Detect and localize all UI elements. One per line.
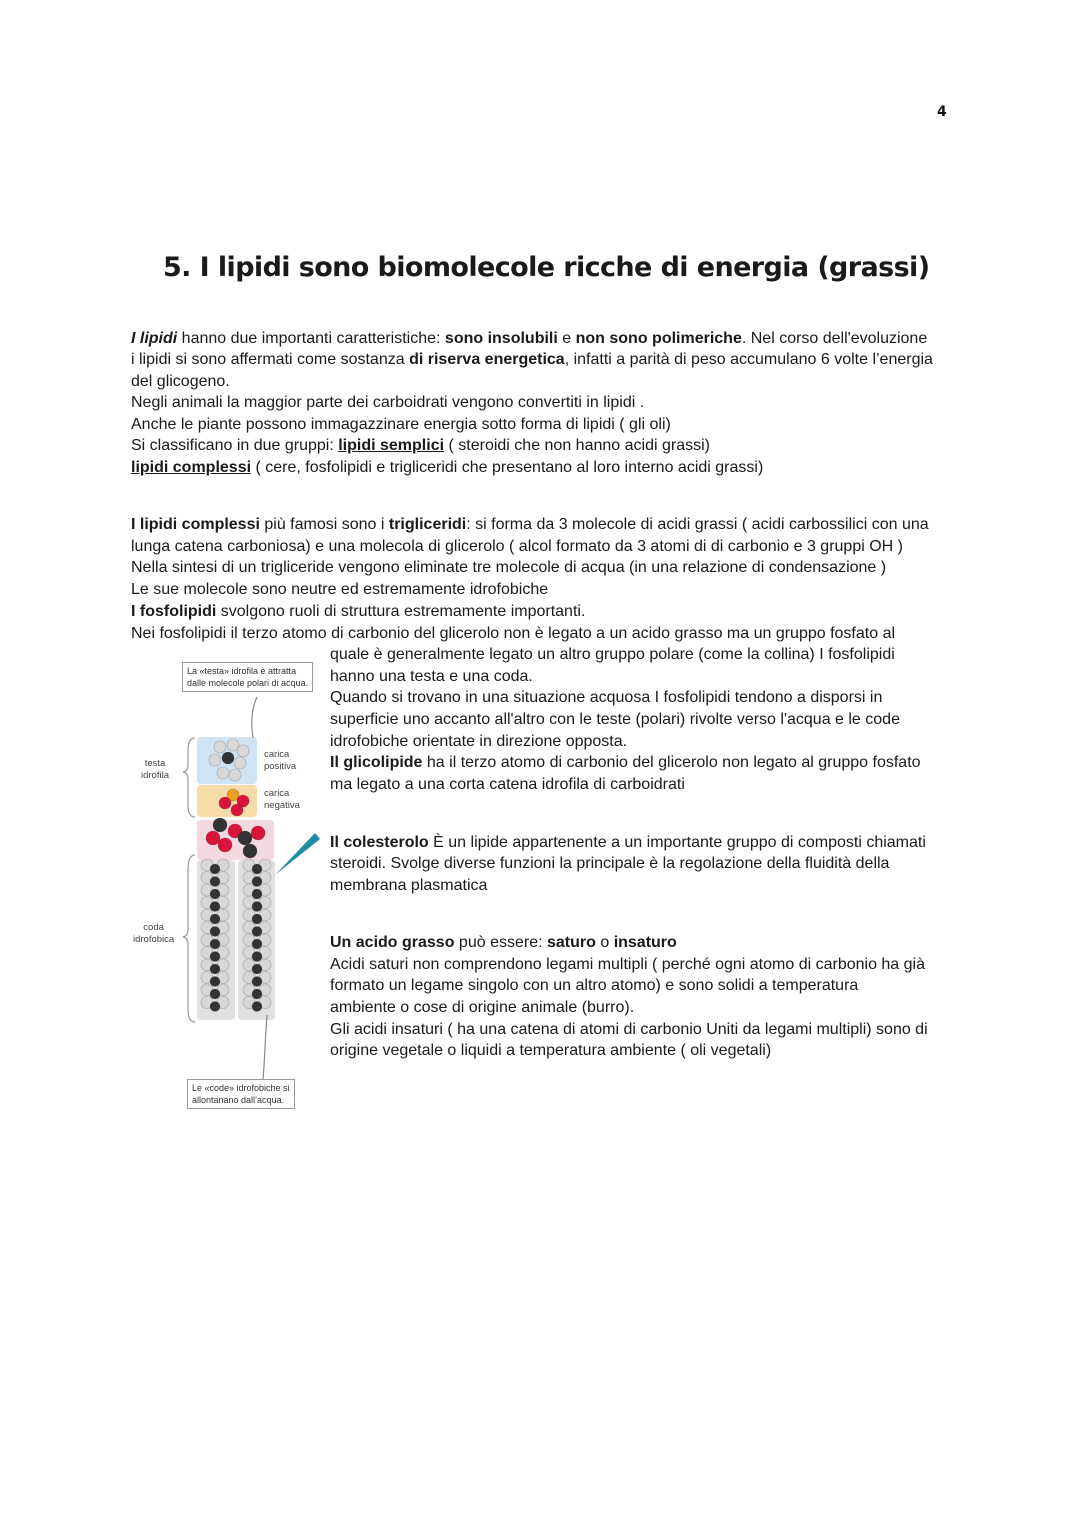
text-run: lunga catena carboniosa) e una molecola di glicerolo ( alcol formato da 3 atomi di di carbonio e 3 gruppi OH ) — [131, 538, 903, 555]
emphasis-text: I lipidi — [131, 330, 178, 347]
text-line — [330, 1041, 771, 1061]
label-line: carica — [264, 749, 290, 760]
text-run: Negli animali la maggior parte dei carboidrati vengono convertiti in lipidi . — [131, 394, 645, 411]
hydrogen-atom — [234, 757, 246, 769]
carbon-atom — [238, 831, 252, 845]
text-line — [330, 688, 882, 708]
oxygen-atom — [206, 831, 220, 845]
carbon-atom — [210, 977, 220, 987]
carbon-atom — [210, 889, 220, 899]
text-run: ( steroidi che non hanno acidi grassi) — [444, 437, 710, 454]
carbon-atom — [252, 952, 262, 962]
carbon-atom — [252, 989, 262, 999]
text-line — [330, 667, 533, 687]
text-line — [131, 558, 886, 578]
caption-box-tail — [187, 1079, 295, 1109]
carbon-atom — [210, 952, 220, 962]
emphasis-text: I fosfolipidi — [131, 603, 217, 620]
text-run: ambiente o cose di origine animale (burro). — [330, 999, 635, 1016]
text-run: quale è generalmente legato un altro gruppo polare (come la collina) I fosfolipidi — [330, 646, 895, 663]
carbon-atom — [210, 989, 220, 999]
text-run: hanno una testa e una coda. — [330, 668, 533, 685]
carbon-atom — [210, 927, 220, 937]
emphasis-text: Il colesterolo — [330, 834, 429, 851]
text-line — [131, 436, 710, 456]
hydrogen-atom — [209, 754, 221, 766]
phospholipid-molecule-illustration — [125, 655, 325, 1125]
oxygen-atom — [219, 797, 231, 809]
carbon-atom — [210, 964, 220, 974]
text-line — [330, 732, 627, 752]
text-line — [131, 580, 548, 600]
carbon-atom — [252, 864, 262, 874]
text-line — [330, 645, 895, 665]
bracket-tail — [183, 855, 195, 1022]
text-line — [330, 933, 677, 953]
phospholipid-figure — [125, 655, 325, 1125]
oxygen-atom — [231, 804, 243, 816]
section-title: 5. I lipidi sono biomolecole ricche di energia (grassi) — [163, 252, 930, 283]
emphasis-text: non sono polimeriche — [575, 330, 742, 347]
text-run: : si forma da 3 molecole di acidi grassi ( acidi carbossilici con una — [466, 516, 929, 533]
leader-line-top — [252, 697, 257, 738]
text-run: ha il terzo atomo di carbonio del glicerolo non legato al gruppo fosfato — [422, 754, 921, 771]
bracket-head — [183, 738, 195, 817]
text-line — [131, 515, 929, 535]
text-run: Si classificano in due gruppi: — [131, 437, 339, 454]
text-line — [330, 955, 925, 975]
oxygen-atom — [218, 838, 232, 852]
text-run: ( cere, fosfolipidi e trigliceridi che presentano al loro interno acidi grassi) — [251, 459, 764, 476]
caption-box-head — [182, 662, 313, 692]
text-line — [330, 876, 487, 896]
emphasis-text: trigliceridi — [388, 516, 467, 533]
carbon-atom — [210, 914, 220, 924]
text-line — [131, 624, 895, 644]
text-run: , infatti a parità di peso accumulano 6 volte l’energia — [564, 351, 933, 368]
text-run: Quando si trovano in una situazione acquosa I fosfolipidi tendono a disporsi in — [330, 689, 883, 706]
caption-line: dalle molecole polari di acqua. — [187, 678, 309, 688]
text-line — [330, 710, 900, 730]
text-line — [131, 329, 927, 349]
text-line — [131, 458, 763, 478]
carbon-atom — [252, 964, 262, 974]
text-line — [131, 602, 585, 622]
page-number: 4 — [937, 104, 947, 120]
text-run: Le sue molecole sono neutre ed estremamente idrofobiche — [131, 581, 549, 598]
text-run: Gli acidi insaturi ( ha una catena di atomi di carbonio Uniti da legami multipli) sono di — [330, 1021, 928, 1038]
emphasis-text: saturo — [546, 934, 596, 951]
caption-line: La «testa» idrofila è attratta — [187, 666, 297, 676]
carbon-atom — [252, 902, 262, 912]
text-run: membrana plasmatica — [330, 877, 488, 894]
text-line — [330, 1020, 928, 1040]
carbon-atom — [213, 818, 227, 832]
carbon-atom — [210, 864, 220, 874]
text-line — [131, 393, 644, 413]
label-line: idrofila — [141, 770, 169, 781]
text-line — [131, 415, 671, 435]
text-line — [131, 350, 933, 370]
caption-line: Le «code» idrofobiche si — [192, 1083, 290, 1093]
label-line: carica — [264, 788, 290, 799]
text-run: idrofobiche orientate in direzione opposta. — [330, 733, 628, 750]
carbon-atom — [252, 914, 262, 924]
carbon-atom — [252, 939, 262, 949]
text-line — [330, 976, 858, 996]
carbon-atom — [243, 844, 257, 858]
text-run: Nella sintesi di un trigliceride vengono eliminate tre molecole di acqua (in una relazione di condensazione ) — [131, 559, 887, 576]
hydrogen-atom — [217, 767, 229, 779]
carbon-atom — [210, 939, 220, 949]
text-line — [131, 537, 903, 557]
carbon-atom — [252, 889, 262, 899]
label-line: idrofobica — [133, 934, 175, 945]
emphasis-text: I lipidi complessi — [131, 516, 260, 533]
carbon-atom — [210, 902, 220, 912]
caption-line: allontanano dall’acqua. — [192, 1095, 285, 1105]
emphasis-text: di riserva energetica — [409, 351, 565, 368]
carbon-atom — [210, 1002, 220, 1012]
carbon-atom — [252, 927, 262, 937]
text-run: più famosi sono i — [259, 516, 389, 533]
text-run: Acidi saturi non comprendono legami multipli ( perché ogni atomo di carbonio ha già — [330, 956, 925, 973]
emphasis-text: Un acido grasso — [330, 934, 455, 951]
emphasis-text: sono insolubili — [444, 330, 558, 347]
label-positive-charge — [264, 749, 296, 773]
label-line: coda — [143, 922, 164, 933]
text-run: svolgono ruoli di struttura estremamente importanti. — [216, 603, 586, 620]
emphasis-text: insaturo — [613, 934, 677, 951]
text-run: o — [595, 934, 614, 951]
emphasis-text: lipidi complessi — [131, 459, 252, 476]
carbon-atom — [252, 877, 262, 887]
text-run: e — [557, 330, 576, 347]
hydrogen-atom — [214, 741, 226, 753]
hydrogen-atom — [229, 769, 241, 781]
text-run: può essere: — [454, 934, 547, 951]
leader-line-bottom — [263, 1015, 267, 1080]
text-run: È un lipide appartenente a un importante gruppo di composti chiamati — [428, 834, 926, 851]
text-line — [330, 775, 685, 795]
label-hydrophilic-head — [141, 758, 169, 782]
text-run: origine vegetale o liquidi a temperatura ambiente ( oli vegetali) — [330, 1042, 772, 1059]
text-line — [330, 998, 634, 1018]
label-negative-charge — [264, 788, 300, 812]
text-run: Nei fosfolipidi il terzo atomo di carbonio del glicerolo non è legato a un acido grasso ma un gruppo fosfato al — [131, 625, 896, 642]
carbon-atom — [222, 752, 234, 764]
hydrogen-atom — [237, 745, 249, 757]
carbon-atom — [252, 1002, 262, 1012]
carbon-atom — [210, 877, 220, 887]
text-run: Anche le piante possono immagazzinare energia sotto forma di lipidi ( gli oli) — [131, 416, 671, 433]
label-hydrophobic-tail — [133, 922, 174, 946]
text-run: formato un legame singolo con un altro atomo) e sono solidi a temperatura — [330, 977, 859, 994]
oxygen-atom — [251, 826, 265, 840]
label-line: positiva — [264, 761, 297, 772]
label-line: testa — [144, 758, 166, 769]
text-run: steroidi. Svolge diverse funzioni la principale è la regolazione della fluidità della — [330, 855, 890, 872]
text-run: ma legato a una corta catena idrofila di carboidrati — [330, 776, 685, 793]
text-run: i lipidi si sono affermati come sostanza — [131, 351, 410, 368]
text-line — [330, 753, 921, 773]
carbon-atom — [252, 977, 262, 987]
text-line — [131, 372, 230, 392]
text-run: . Nel corso dell'evoluzione — [741, 330, 928, 347]
text-run: superficie uno accanto all'altro con le teste (polari) rivolte verso l'acqua e le code — [330, 711, 900, 728]
emphasis-text: Il glicolipide — [330, 754, 423, 771]
text-line — [330, 854, 889, 874]
label-line: negativa — [264, 800, 300, 811]
emphasis-text: lipidi semplici — [338, 437, 445, 454]
text-run: del glicogeno. — [131, 373, 230, 390]
text-run: hanno due importanti caratteristiche: — [177, 330, 445, 347]
text-line — [330, 833, 926, 853]
pointer-wedge — [275, 833, 320, 875]
